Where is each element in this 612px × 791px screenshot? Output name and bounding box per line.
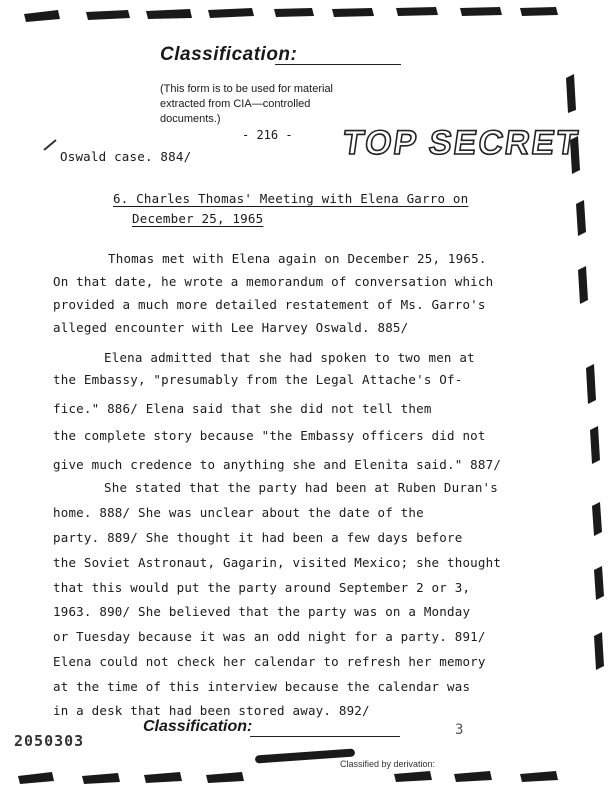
text-line: or Tuesday because it was an odd night for a party. 891/: [53, 629, 486, 644]
text-line: alleged encounter with Lee Harvey Oswald. 885/: [53, 320, 409, 335]
text-line: that this would put the party around September 2 or 3,: [53, 580, 471, 595]
form-note: (This form is to be used for material extracted from CIA—controlled documents.): [160, 83, 334, 125]
edge-mark: [394, 771, 432, 782]
text-line: party. 889/ She thought it had been a few days before: [53, 530, 463, 545]
edge-mark: [590, 426, 600, 464]
edge-mark: [460, 7, 502, 16]
text-line: She stated that the party had been at Ruben Duran's: [104, 480, 499, 495]
classified-by-note: Classified by derivation:: [340, 759, 436, 769]
text-line: the complete story because "the Embassy officers did not: [53, 428, 486, 443]
edge-mark: [566, 74, 576, 113]
document-id: 2050303: [14, 732, 85, 750]
text-line: Elena could not check her calendar to refresh her memory: [53, 654, 486, 669]
edge-mark: [594, 632, 604, 670]
edge-mark: [144, 772, 182, 783]
text-line: fice." 886/ Elena said that she did not tell them: [53, 401, 432, 416]
section-heading: December 25, 1965: [132, 211, 264, 226]
edge-mark: [82, 773, 120, 784]
edge-mark: [576, 200, 586, 236]
edge-mark: [146, 9, 192, 19]
text-line: Oswald case. 884/: [60, 149, 192, 164]
text-line: On that date, he wrote a memorandum of conversation which: [53, 274, 494, 289]
edge-mark: [578, 266, 588, 304]
edge-mark: [24, 10, 60, 22]
text-line: the Soviet Astronaut, Gagarin, visited Mexico; she thought: [53, 555, 502, 570]
text-line: 1963. 890/ She believed that the party was on a Monday: [53, 604, 471, 619]
edge-mark: [274, 8, 314, 17]
text-line: Elena admitted that she had spoken to two men at: [104, 350, 475, 365]
classification-rule: [275, 64, 401, 65]
edge-mark: [332, 8, 374, 17]
text-line: at the time of this interview because the calendar was: [53, 679, 471, 694]
edge-mark: [18, 772, 54, 784]
footer-classification-label: Classification:: [143, 718, 253, 735]
text-line: home. 888/ She was unclear about the date of the: [53, 505, 424, 520]
edge-mark: [586, 364, 596, 404]
text-line: Thomas met with Elena again on December 25, 1965.: [108, 251, 487, 266]
edge-mark: [396, 7, 438, 16]
text-line: give much credence to anything she and Elenita said." 887/: [53, 457, 502, 472]
text-line: provided a much more detailed restatement of Ms. Garro's: [53, 297, 486, 312]
edge-mark: [520, 7, 558, 16]
edge-mark: [44, 140, 56, 150]
edge-mark: [208, 8, 254, 18]
edge-mark: [520, 771, 558, 782]
edge-mark: [454, 771, 492, 782]
footer-classification-rule: [250, 736, 400, 737]
edge-mark: [86, 10, 130, 20]
section-heading: 6. Charles Thomas' Meeting with Elena Garro on: [113, 191, 469, 206]
edge-mark: [206, 772, 244, 783]
page-fragment: 3: [455, 722, 464, 738]
text-line: the Embassy, "presumably from the Legal Attache's Of-: [53, 372, 463, 387]
top-secret-stamp: TOP SECRET: [340, 124, 582, 162]
classification-label: Classification:: [160, 44, 298, 65]
edge-mark: [594, 566, 604, 600]
text-line: in a desk that had been stored away. 892/: [53, 703, 370, 718]
edge-mark: [592, 502, 602, 536]
page-number: - 216 -: [242, 128, 293, 142]
